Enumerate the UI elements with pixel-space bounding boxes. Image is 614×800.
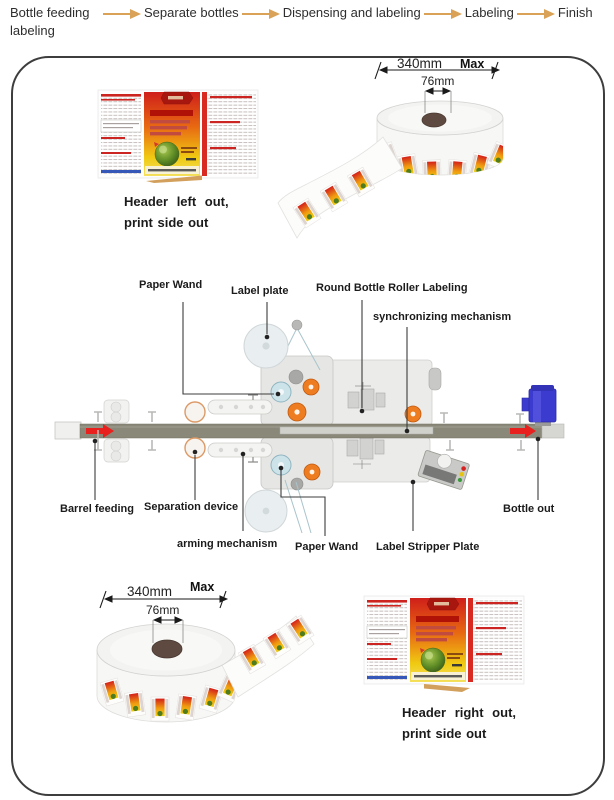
callout-bottle-out: Bottle out <box>503 503 555 515</box>
label-sample-top-left <box>98 90 258 183</box>
roll-core-dim: 76mm <box>421 74 455 88</box>
infeed-guide-upper <box>104 400 129 423</box>
callout-separation-device: Separation device <box>144 501 239 513</box>
control-panel <box>418 448 471 490</box>
callout-barrel-feeding: Barrel feeding <box>60 503 134 515</box>
flow-step-finish: Finish <box>557 5 593 20</box>
callout-paper-wand-bottom: Paper Wand <box>295 541 359 553</box>
label-roll-bottom-left <box>97 580 314 722</box>
roll-width-dim: 340mm <box>397 56 443 71</box>
labeling-machine <box>55 300 564 536</box>
roll-max-note: Max <box>460 57 485 71</box>
roll-width-dim: 340mm <box>127 584 173 599</box>
roll-core <box>422 113 446 127</box>
flow-step-dispensing: Dispensing and labeling <box>282 5 421 20</box>
unwind-direction-right-arrow-icon <box>424 684 470 692</box>
roll-core-dim: 76mm <box>146 603 180 617</box>
callout-round-bottle-roller-labeling: Round Bottle Roller Labeling <box>316 282 468 294</box>
conveyor-left-cap <box>55 422 81 439</box>
caption-line2: print side out <box>124 214 209 230</box>
callout-arming-mechanism: arming mechanism <box>177 538 278 550</box>
caption-line1: Header left out, <box>124 194 229 209</box>
roll-max-note: Max <box>190 580 215 594</box>
pulley-upper <box>292 320 302 330</box>
label-strip <box>278 137 402 238</box>
infeed-guide-lower <box>104 439 129 462</box>
flow-step-labeling: Labeling <box>464 5 514 20</box>
label-roll-top-right <box>278 56 513 238</box>
callout-synchronizing-mechanism: synchronizing mechanism <box>373 311 512 323</box>
separation-wheel-upper <box>185 402 205 422</box>
flow-step-separate: Separate bottles <box>144 5 239 20</box>
label-stripper-bar <box>280 427 433 434</box>
caption-line2: print side out <box>402 725 487 741</box>
flow-step-bottle-feeding: Bottle feeding labeling <box>10 5 90 38</box>
caption-top-left <box>124 192 229 234</box>
machine-body-lower <box>318 437 430 482</box>
roll-core <box>152 640 182 658</box>
caption-line1: Header right out, <box>402 705 517 720</box>
callout-label-plate: Label plate <box>231 285 289 297</box>
callout-paper-wand-top: Paper Wand <box>139 279 203 291</box>
motor <box>522 385 556 426</box>
conveyor-right-cap <box>542 424 564 438</box>
caption-bottom-right <box>402 703 516 745</box>
callout-label-stripper-plate: Label Stripper Plate <box>376 541 480 553</box>
label-sample-bottom-right <box>364 596 524 692</box>
